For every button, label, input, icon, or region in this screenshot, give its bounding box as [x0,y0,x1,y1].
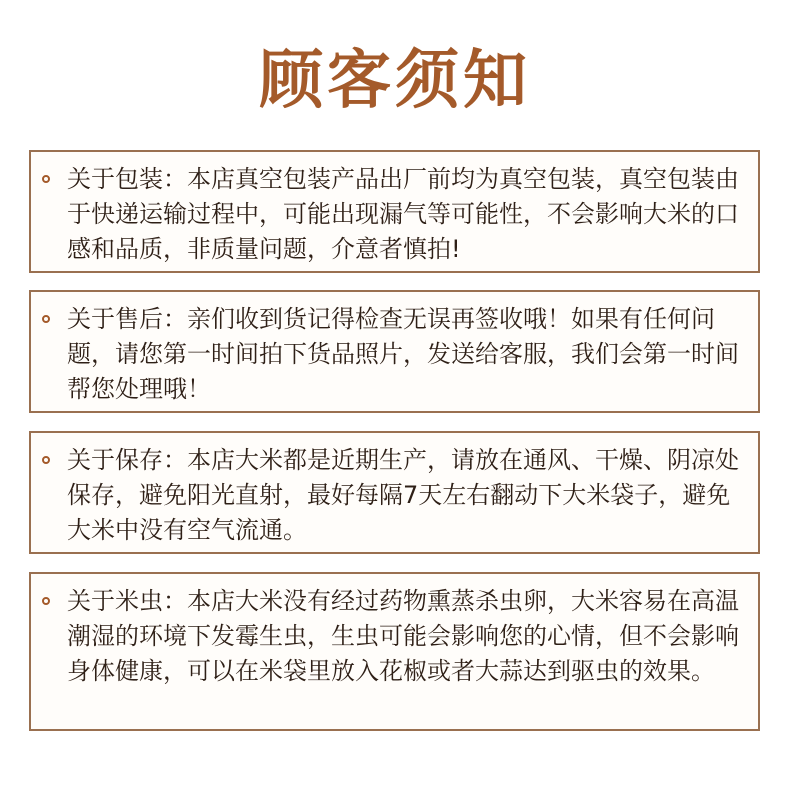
notice-rice-weevil [29,572,760,731]
bullet-circle-icon [42,175,50,183]
notice-text: 关于米虫：本店大米没有经过药物熏蒸杀虫卵，大米容易在高温潮湿的环境下发霉生虫，生虫可能会影响您的心情，但不会影响身体健康，可以在米袋里放入花椒或者大蒜达到驱虫的效果。 [67,587,739,685]
notice-after-sales [29,290,760,413]
notice-storage [29,431,760,554]
bullet-circle-icon [42,456,50,464]
bullet-circle-icon [42,597,50,605]
notice-text: 关于包装：本店真空包装产品出厂前均为真空包装，真空包装由于快递运输过程中，可能出现漏气等可能性，不会影响大米的口感和品质，非质量问题，介意者慎拍! [67,165,739,263]
bullet-circle-icon [42,315,50,323]
notice-text: 关于保存：本店大米都是近期生产，请放在通风、干燥、阴凉处保存，避免阳光直射，最好每隔7天左右翻动下大米袋子，避免大米中没有空气流通。 [67,446,739,544]
notice-text: 关于售后：亲们收到货记得检查无误再签收哦！如果有任何问题，请您第一时间拍下货品照片，发送给客服，我们会第一时间帮您处理哦！ [67,305,739,403]
notice-packaging [29,150,760,273]
page-title: 顾客须知 [259,43,531,118]
